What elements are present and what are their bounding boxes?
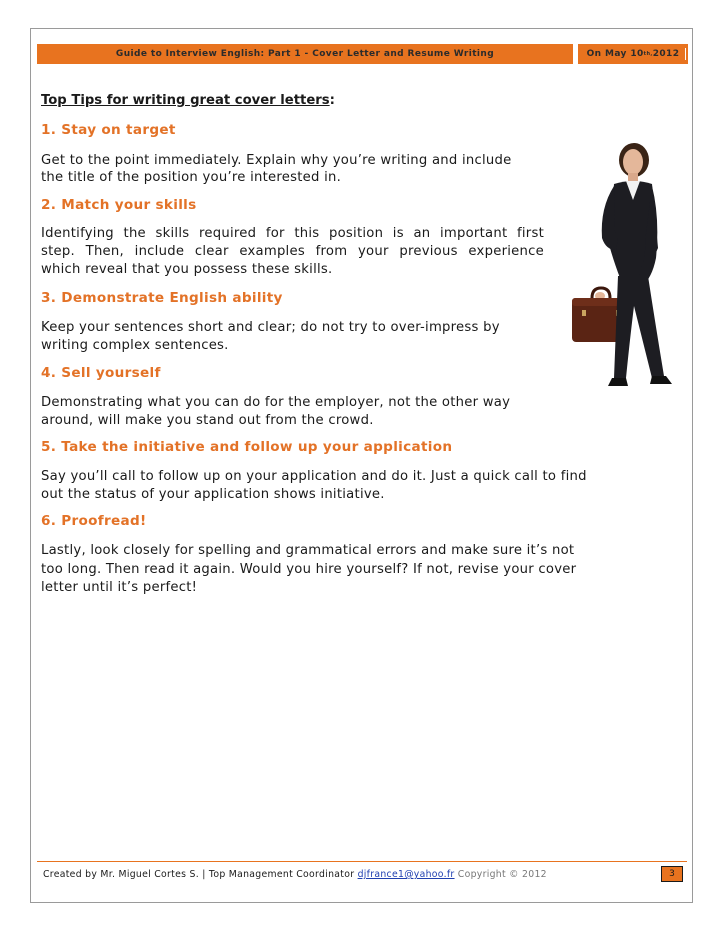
doc-title [41,91,335,110]
section-4-line-2: around, will make you stand out from the crowd. [41,413,374,428]
section-3-line-2: writing complex sentences. [41,338,229,353]
header-date-year: 2012 [652,49,680,59]
section-2-line-2: step. Then, include clear examples from your previous experience [41,244,544,259]
section-1-line-1: Get to the point immediately. Explain why you’re writing and include [41,153,512,168]
section-6-line-1: Lastly, look closely for spelling and grammatical errors and make sure it’s not [41,543,575,558]
doc-title-suffix: : [329,93,335,108]
doc-title-text: Top Tips for writing great cover letters [41,93,330,108]
header-date-divider [685,48,686,60]
section-5-line-2: out the status of your application shows initiative. [41,487,385,502]
section-4-line-1: Demonstrating what you can do for the employer, not the other way [41,395,511,410]
section-5-line-1: Say you’ll call to follow up on your application and do it. Just a quick call to find [41,469,587,484]
section-3-heading: 3. Demonstrate English ability [41,290,283,306]
header-title [37,42,573,64]
header-date: On May 10 th, 2012 [578,42,688,64]
section-3-line-1: Keep your sentences short and clear; do not try to over-impress by [41,320,500,335]
section-1-line-2: the title of the position you’re interested in. [41,170,342,185]
footer-copyright: Copyright © 2012 [454,869,547,880]
section-5-heading: 5. Take the initiative and follow up your application [41,439,453,455]
footer-text [43,869,547,880]
header-title-text: Guide to Interview English: Part 1 - Cover Letter and Resume Writing [115,49,495,59]
footer-credit: Created by Mr. Miguel Cortes S. | Top Management Coordinator [43,869,358,880]
section-4-heading: 4. Sell yourself [41,365,161,381]
page-footer [37,861,687,886]
section-1-heading: 1. Stay on target [41,122,176,138]
section-6-line-3: letter until it’s perfect! [41,580,198,595]
footer-email-link[interactable]: djfrance1@yahoo.fr [357,869,455,880]
section-2-line-1: Identifying the skills required for this position is an important first [41,226,544,241]
page-number: 3 [661,866,683,882]
section-6-line-2: too long. Then read it again. Would you hire yourself? If not, revise your cover [41,562,577,577]
section-6-heading: 6. Proofread! [41,513,147,529]
businesswoman-photo [560,138,702,400]
section-2-heading: 2. Match your skills [41,197,197,213]
header-date-prefix: On May 10 [586,49,644,59]
section-2-line-3: which reveal that you possess these skills. [41,262,333,277]
